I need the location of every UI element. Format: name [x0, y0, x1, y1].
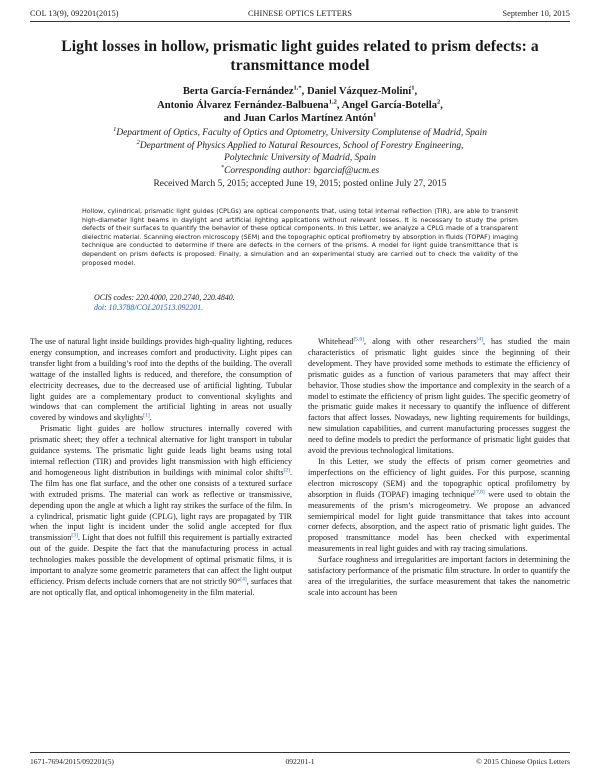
footer-copyright: © 2015 Chinese Optics Letters	[476, 757, 570, 766]
affiliations	[40, 127, 560, 177]
body-column-left	[30, 337, 292, 599]
citation-link[interactable]: [4]	[240, 576, 247, 583]
author-name: Antonio Álvarez Fernández-Balbuena	[157, 99, 329, 111]
citation-link[interactable]: [5,6]	[353, 336, 365, 343]
header-rule	[30, 21, 570, 22]
footer-issn: 1671-7694/2015/092201(5)	[30, 757, 114, 766]
body-column-right	[308, 337, 570, 599]
affiliation-1: $^1$Department of Optics, Faculty of Optics and Optometry, University Complutense of Madrid, Spain	[113, 125, 487, 138]
author-name: Angel García-Botella	[341, 99, 438, 111]
footer-rule	[30, 752, 570, 753]
corresponding-author: *Corresponding author: bgarciaf@ucm.es	[220, 163, 380, 176]
author-name: Juan Carlos Martínez Antón	[243, 113, 374, 124]
author-list: Berta García-Fernández$^{1,*}$, Daniel Vázquez-Moliní$^1$, Antonio Álvarez Fernández-Balbuena$^{1,2}$, Angel García-Botella$^2$, and Juan Carlos Martínez Antón$^1$	[157, 84, 443, 124]
author-sup: 1,2	[328, 97, 337, 105]
citation-link[interactable]: [2]	[283, 467, 290, 474]
running-header-journal: COL 13(9), 092201(2015)	[30, 9, 119, 18]
running-header-date: September 10, 2015	[502, 9, 570, 18]
affiliation-2: $^2$Department of Physics Applied to Natural Resources, School of Forestry Engineering,	[136, 138, 464, 151]
running-header-title: CHINESE OPTICS LETTERS	[247, 9, 353, 18]
ocis-codes: OCIS codes: 220.4000, 220.2740, 220.4840.	[94, 293, 235, 302]
received-dates: Received March 5, 2015; accepted June 19, 2015; posted online July 27, 2015	[153, 179, 447, 189]
doi-link[interactable]: doi: 10.3788/COL201513.092201.	[94, 303, 204, 312]
paragraph: In this Letter, we study the effects of prism corner geometries and imperfections on the efficiency of light guides. For this purpose, scanning electron microscopy (SEM) and the topographic optical profilometry by absorption in fluids (TOPAF) imaging technique[7,8] were used to obtain the measurements of the prism’s microgeometry. We propose an advanced semiempirical model for light guide transmittance that takes into account corner defects, absorption, and the aspect ratio of prismatic light guides. The proposed transmittance model has been checked with experimental measurements in real light guides and with ray tracing simulations.	[308, 456, 570, 554]
author-sup: 1	[411, 84, 415, 92]
footer-page-number: 092201-1	[285, 757, 315, 766]
citation-link[interactable]: [3]	[71, 532, 78, 539]
paragraph: Whitehead[5,6], along with other researchers[4], has studied the main characteristics of prismatic light guides since the beginning of their development. They have provided some methods to estimate the efficiency of prismatic guides as a function of various parameters that may affect their behavior. Those studies show the importance and complexity in the search of a model to estimate the efficiency of prism light guides. The specific geometry of the prismatic guide makes it necessary to quantify the influence of different factors that affect losses. Nowadays, new lighting requirements for buildings, new simulation capabilities, and current manufacturing processes suggest the need to define models to predict the performance of prismatic light guides that avoid the previous technological limitations.	[308, 336, 570, 456]
author-name: Berta García-Fernández	[182, 86, 294, 97]
author-sup: 1	[373, 111, 377, 119]
author-sup: 2	[437, 97, 441, 105]
citation-link[interactable]: [1]	[143, 412, 150, 419]
paragraph: Surface roughness and irregularities are important factors in determining the satisfactory performance of the prismatic film structure. In order to quantify the area of the irregularities, the surface measurement that takes the nanometric scale into account has been	[308, 555, 570, 597]
citation-link[interactable]: [4]	[476, 336, 483, 343]
paragraph: Prismatic light guides are hollow structures internally covered with prismatic sheet; they offer a technical alternative for light transport in tubular guidance systems. The prismatic light guide leads light beams using total internal reflection (TIR) and provides light transmission with high efficiency and homogeneous light distribution in buildings with minimal color shifts[2]. The film has one flat surface, and the other one consists of a textured surface with extruded prisms. The material can work as reflective or transmissive, depending upon the angle at which a light ray strikes the surface of the film. In a cylindrical, prismatic light guide (CPLG), light rays are propagated by TIR when the input light is incident under the solid angle accepted for flux transmission[3]. Light that does not fulfill this requirement is partially extracted out of the guide. Despite the fact that the manufacturing process in actual technologies makes possible the development of optimal prismatic films, it is important to analyze some geometric parameters that can affect the light output efficiency. Prism defects include corners that are not strictly 90°[4], surfaces that are not optically flat, and optical inhomogeneity in the film material.	[30, 424, 292, 597]
author-name: Daniel Vázquez-Moliní	[306, 86, 412, 97]
abstract: Hollow, cylindrical, prismatic light guides (CPLGs) are optical components that, using total internal reflection (TIR), are able to transmit high-diameter light beams in daylight and artificial lighting applications without relevant losses. It is necessary to study the prism defects of their surfaces to quantify the behavior of these optical components. In this Letter, we analyze a CPLG made of a transparent dielectric material. Scanning electron microscopy (SEM) and the topographic optical profilometry by absorption in fluids (TOPAF) imaging technique are conducted to determine if there are defects in the corners of the prisms. A model for light guide transmittance that is dependent on prism defects is proposed. Finally, a simulation and an experimental study are carried out to check the validity of the proposed model.	[82, 208, 518, 267]
paragraph: The use of natural light inside buildings provides high-quality lighting, reduces energy consumption, and increases comfort and productivity. Light pipes can transfer light from a building’s roof into the depths of the building. The overall wattage of the installed lights is reduced, and therefore, the consumption of electricity decreases, due to the decreased use of artificial lighting. Tubular light guides are a complementary product to conventional skylights and windows that can complement the artificial lighting in areas not usually covered by windows and skylights[1].	[30, 337, 292, 423]
affiliation-2-cont: Polytechnic University of Madrid, Spain	[224, 153, 376, 164]
paper-title: Light losses in hollow, prismatic light guides related to prism defects: a transmittance model	[61, 38, 539, 74]
citation-link[interactable]: [7,8]	[474, 488, 485, 495]
author-sup: 1,*	[293, 84, 302, 92]
